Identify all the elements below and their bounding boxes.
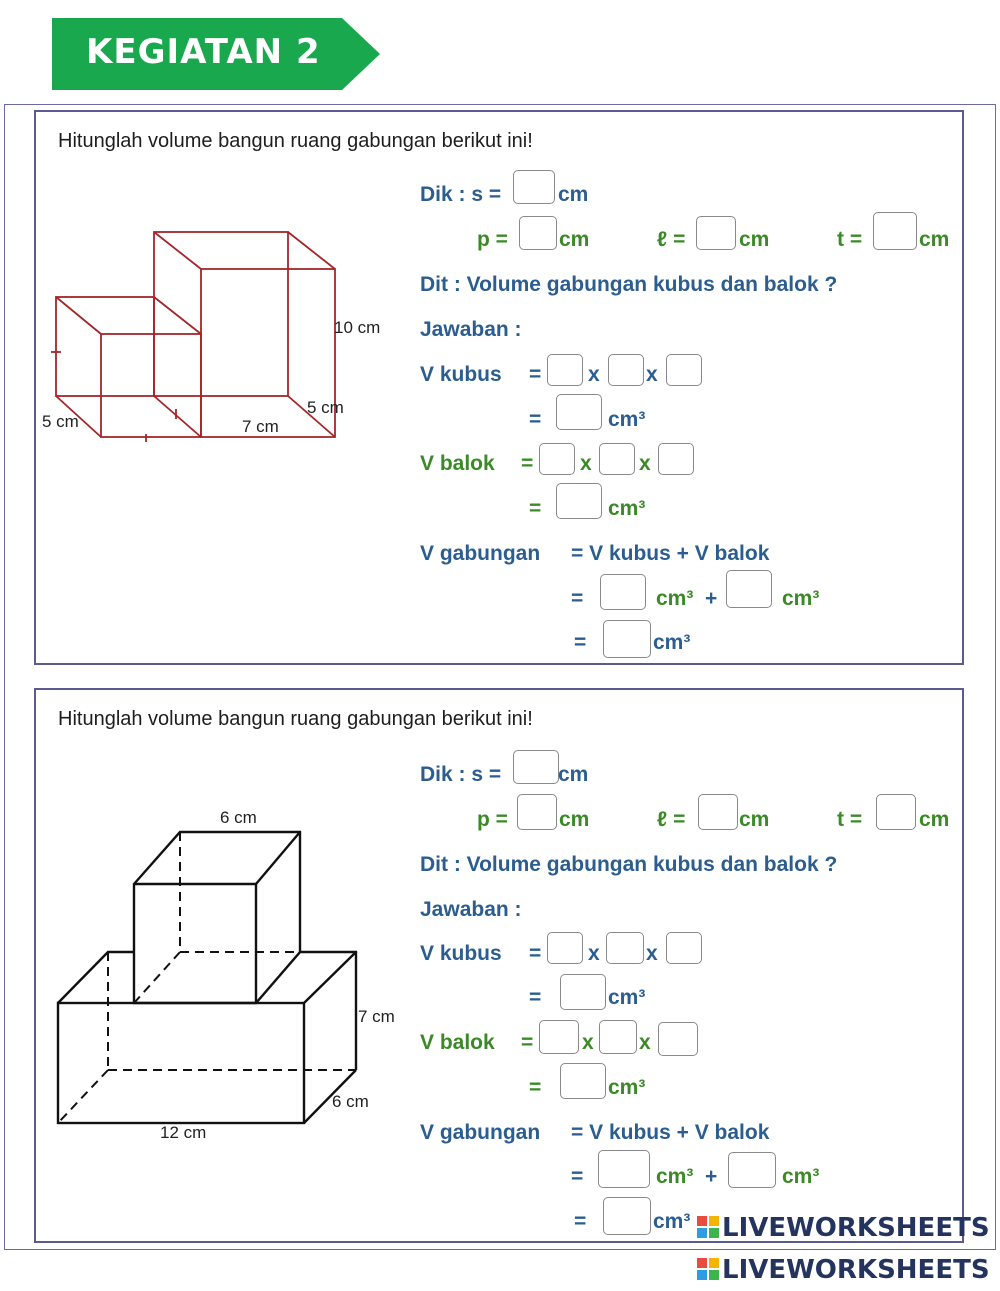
composite-solid-figure	[46, 224, 406, 454]
instruction-text: Hitunglah volume bangun ruang gabungan berikut ini!	[58, 708, 533, 730]
unit-cm3: cm³	[608, 497, 646, 520]
answer-box-kubus-3[interactable]	[666, 932, 702, 964]
problem-panel-1	[34, 110, 964, 665]
answer-box-balok-2[interactable]	[599, 443, 635, 475]
dimension-label: 5 cm	[307, 398, 344, 417]
unit-cm3: cm³	[608, 408, 646, 431]
answer-box-s[interactable]	[513, 170, 555, 204]
l-label: ℓ =	[657, 808, 686, 831]
v-balok-label: V balok	[420, 1031, 495, 1054]
plus-sign: +	[705, 1165, 718, 1188]
answer-box-p[interactable]	[519, 216, 557, 250]
unit-cm3: cm³	[608, 1076, 646, 1099]
dit-text: Dit : Volume gabungan kubus dan balok ?	[420, 853, 838, 876]
dimension-label: 7 cm	[242, 417, 279, 436]
unit-cm3: cm³	[656, 587, 694, 610]
gabungan-formula: = V kubus + V balok	[571, 542, 770, 565]
equals-sign: =	[521, 1031, 534, 1054]
times-sign: x	[580, 452, 592, 475]
answer-box-balok-2[interactable]	[599, 1020, 637, 1054]
answer-box-kubus-2[interactable]	[606, 932, 644, 964]
answer-box-t[interactable]	[876, 794, 916, 830]
equals-sign: =	[529, 408, 542, 431]
jawaban-label: Jawaban :	[420, 318, 522, 341]
answer-box-kubus-result[interactable]	[556, 394, 602, 430]
answer-box-l[interactable]	[696, 216, 736, 250]
v-gabungan-label: V gabungan	[420, 1121, 541, 1144]
dimension-label: 6 cm	[220, 808, 257, 827]
equals-sign: =	[574, 1210, 587, 1233]
answer-box-kubus-2[interactable]	[608, 354, 644, 386]
answer-box-kubus-1[interactable]	[547, 932, 583, 964]
unit-cm: cm	[919, 228, 950, 251]
answer-box-balok-1[interactable]	[539, 443, 575, 475]
answer-box-balok-result[interactable]	[556, 483, 602, 519]
equals-sign: =	[529, 363, 542, 386]
answer-box-balok-3[interactable]	[658, 443, 694, 475]
dimension-label: 7 cm	[358, 1007, 395, 1026]
times-sign: x	[639, 1031, 651, 1054]
unit-cm3: cm³	[608, 986, 646, 1009]
watermark-text: LIVEWORKSHEETS	[722, 1213, 990, 1243]
equals-sign: =	[529, 942, 542, 965]
equals-sign: =	[529, 497, 542, 520]
answer-box-gabungan-result[interactable]	[603, 1197, 651, 1235]
answer-box-balok-3[interactable]	[658, 1022, 698, 1056]
dimension-label: 12 cm	[160, 1123, 207, 1142]
t-label: t =	[837, 228, 863, 251]
page-title: KEGIATAN 2	[86, 32, 321, 72]
p-label: p =	[477, 228, 508, 251]
composite-solid-figure	[46, 820, 386, 1130]
t-label: t =	[837, 808, 863, 831]
dik-label: Dik : s =	[420, 183, 502, 206]
answer-box-p[interactable]	[517, 794, 557, 830]
unit-cm: cm	[919, 808, 950, 831]
dit-text: Dit : Volume gabungan kubus dan balok ?	[420, 273, 838, 296]
unit-cm: cm	[739, 228, 770, 251]
dimension-label: 6 cm	[332, 1092, 369, 1111]
header-banner	[52, 18, 380, 90]
liveworksheets-logo-icon	[697, 1258, 719, 1280]
unit-cm: cm	[558, 183, 589, 206]
answer-box-t[interactable]	[873, 212, 917, 250]
answer-box-kubus-3[interactable]	[666, 354, 702, 386]
equals-sign: =	[574, 631, 587, 654]
answer-box-gabungan-kubus[interactable]	[598, 1150, 650, 1188]
l-label: ℓ =	[657, 228, 686, 251]
instruction-text: Hitunglah volume bangun ruang gabungan berikut ini!	[58, 130, 533, 152]
times-sign: x	[646, 363, 658, 386]
dimension-label: 10 cm	[334, 318, 381, 337]
v-kubus-label: V kubus	[420, 363, 502, 386]
watermark-liveworksheets	[697, 1213, 990, 1243]
v-balok-label: V balok	[420, 452, 495, 475]
answer-box-balok-result[interactable]	[560, 1063, 606, 1099]
dik-label: Dik : s =	[420, 763, 502, 786]
answer-box-s[interactable]	[513, 750, 559, 784]
times-sign: x	[588, 942, 600, 965]
unit-cm3: cm³	[656, 1165, 694, 1188]
answer-box-gabungan-balok[interactable]	[728, 1152, 776, 1188]
problem-panel-2	[34, 688, 964, 1243]
v-gabungan-label: V gabungan	[420, 542, 541, 565]
unit-cm3: cm³	[782, 1165, 820, 1188]
answer-box-gabungan-kubus[interactable]	[600, 574, 646, 610]
answer-box-gabungan-result[interactable]	[603, 620, 651, 658]
times-sign: x	[646, 942, 658, 965]
v-kubus-label: V kubus	[420, 942, 502, 965]
unit-cm: cm	[739, 808, 770, 831]
unit-cm: cm	[559, 808, 590, 831]
equals-sign: =	[529, 1076, 542, 1099]
gabungan-formula: = V kubus + V balok	[571, 1121, 770, 1144]
dimension-label: 5 cm	[42, 412, 79, 431]
equals-sign: =	[571, 1165, 584, 1188]
answer-box-balok-1[interactable]	[539, 1020, 579, 1054]
liveworksheets-logo-icon	[697, 1216, 719, 1238]
unit-cm3: cm³	[653, 631, 691, 654]
jawaban-label: Jawaban :	[420, 898, 522, 921]
times-sign: x	[639, 452, 651, 475]
times-sign: x	[582, 1031, 594, 1054]
unit-cm3: cm³	[782, 587, 820, 610]
answer-box-l[interactable]	[698, 794, 738, 830]
answer-box-gabungan-balok[interactable]	[726, 570, 772, 608]
unit-cm: cm	[559, 228, 590, 251]
watermark-text: LIVEWORKSHEETS	[722, 1255, 990, 1285]
p-label: p =	[477, 808, 508, 831]
watermark-liveworksheets	[697, 1255, 990, 1285]
unit-cm3: cm³	[653, 1210, 691, 1233]
answer-box-kubus-1[interactable]	[547, 354, 583, 386]
equals-sign: =	[521, 452, 534, 475]
plus-sign: +	[705, 587, 718, 610]
equals-sign: =	[571, 587, 584, 610]
answer-box-kubus-result[interactable]	[560, 974, 606, 1010]
times-sign: x	[588, 363, 600, 386]
equals-sign: =	[529, 986, 542, 1009]
unit-cm: cm	[558, 763, 589, 786]
